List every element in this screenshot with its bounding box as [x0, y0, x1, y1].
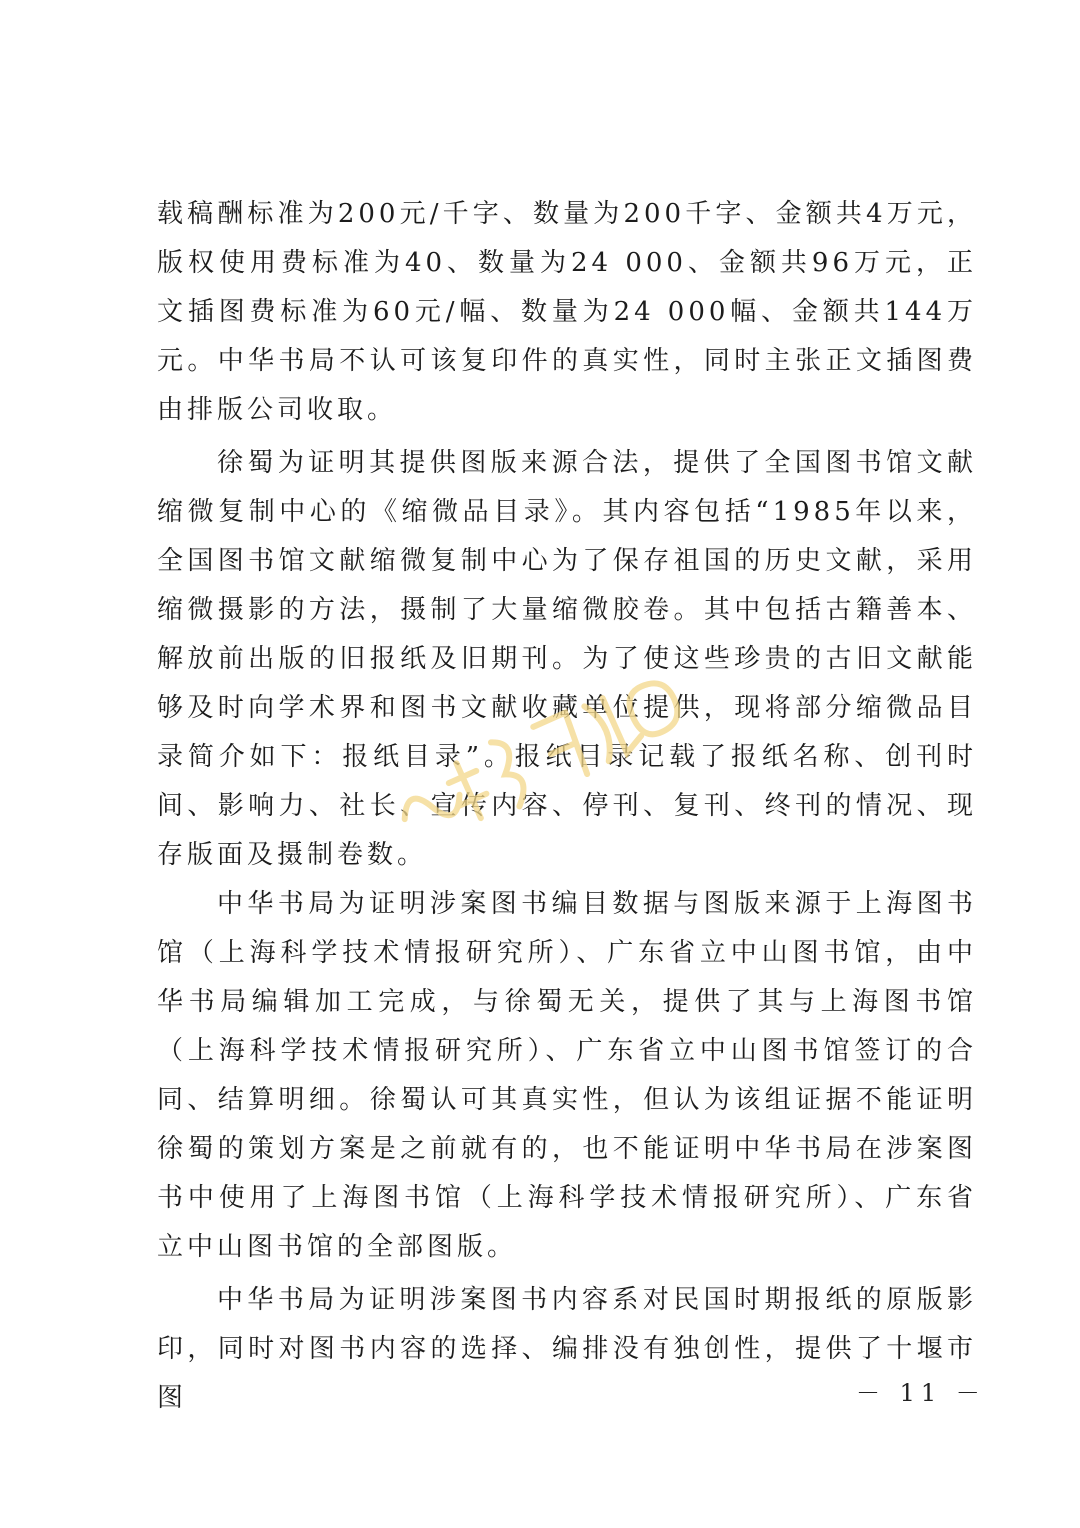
page-number: － 11 － — [856, 1379, 986, 1407]
paragraph-remuneration-standards: 载稿酬标准为200元/千字、数量为200千字、金额共4万元，版权使用费标准为40、数量为24 000、金额共96万元，正文插图费标准为60元/幅、数量为24 000幅、金额共144万元。中华书局不认可该复印件的真实性，同时主张正文插图费由排版公司收取。 — [157, 199, 977, 425]
document-body — [157, 190, 977, 1423]
paragraph-library-sources: 中华书局为证明涉案图书编目数据与图版来源于上海图书馆（上海科学技术情报研究所）、广东省立中山图书馆，由中华书局编辑加工完成，与徐蜀无关，提供了其与上海图书馆（上海科学技术情报研究所）、广东省立中山图书馆签订的合同、结算明细。徐蜀认可其真实性，但认为该组证据不能证明徐蜀的策划方案是之前就有的，也不能证明中华书局在涉案图书中使用了上海图书馆（上海科学技术情报研究所）、广东省立中山图书馆的全部图版。 — [157, 889, 977, 1262]
paragraph-microfilm-catalog: 徐蜀为证明其提供图版来源合法，提供了全国图书馆文献缩微复制中心的《缩微品目录》。其内容包括“1985年以来，全国图书馆文献缩微复制中心为了保存祖国的历史文献，采用缩微摄影的方法，摄制了大量缩微胶卷。其中包括古籍善本、解放前出版的旧报纸及旧期刊。为了使这些珍贵的古旧文献能够及时向学术界和图书文献收藏单位提供，现将部分缩微品目录简介如下：报纸目录”。报纸目录记载了报纸名称、创刊时间、影响力、社长、宣传内容、停刊、复刊、终刊的情况、现存版面及摄制卷数。 — [157, 448, 977, 870]
paragraph-photocopy-evidence: 中华书局为证明涉案图书内容系对民国时期报纸的原版影印，同时对图书内容的选择、编排没有独创性，提供了十堰市图 — [157, 1285, 977, 1413]
